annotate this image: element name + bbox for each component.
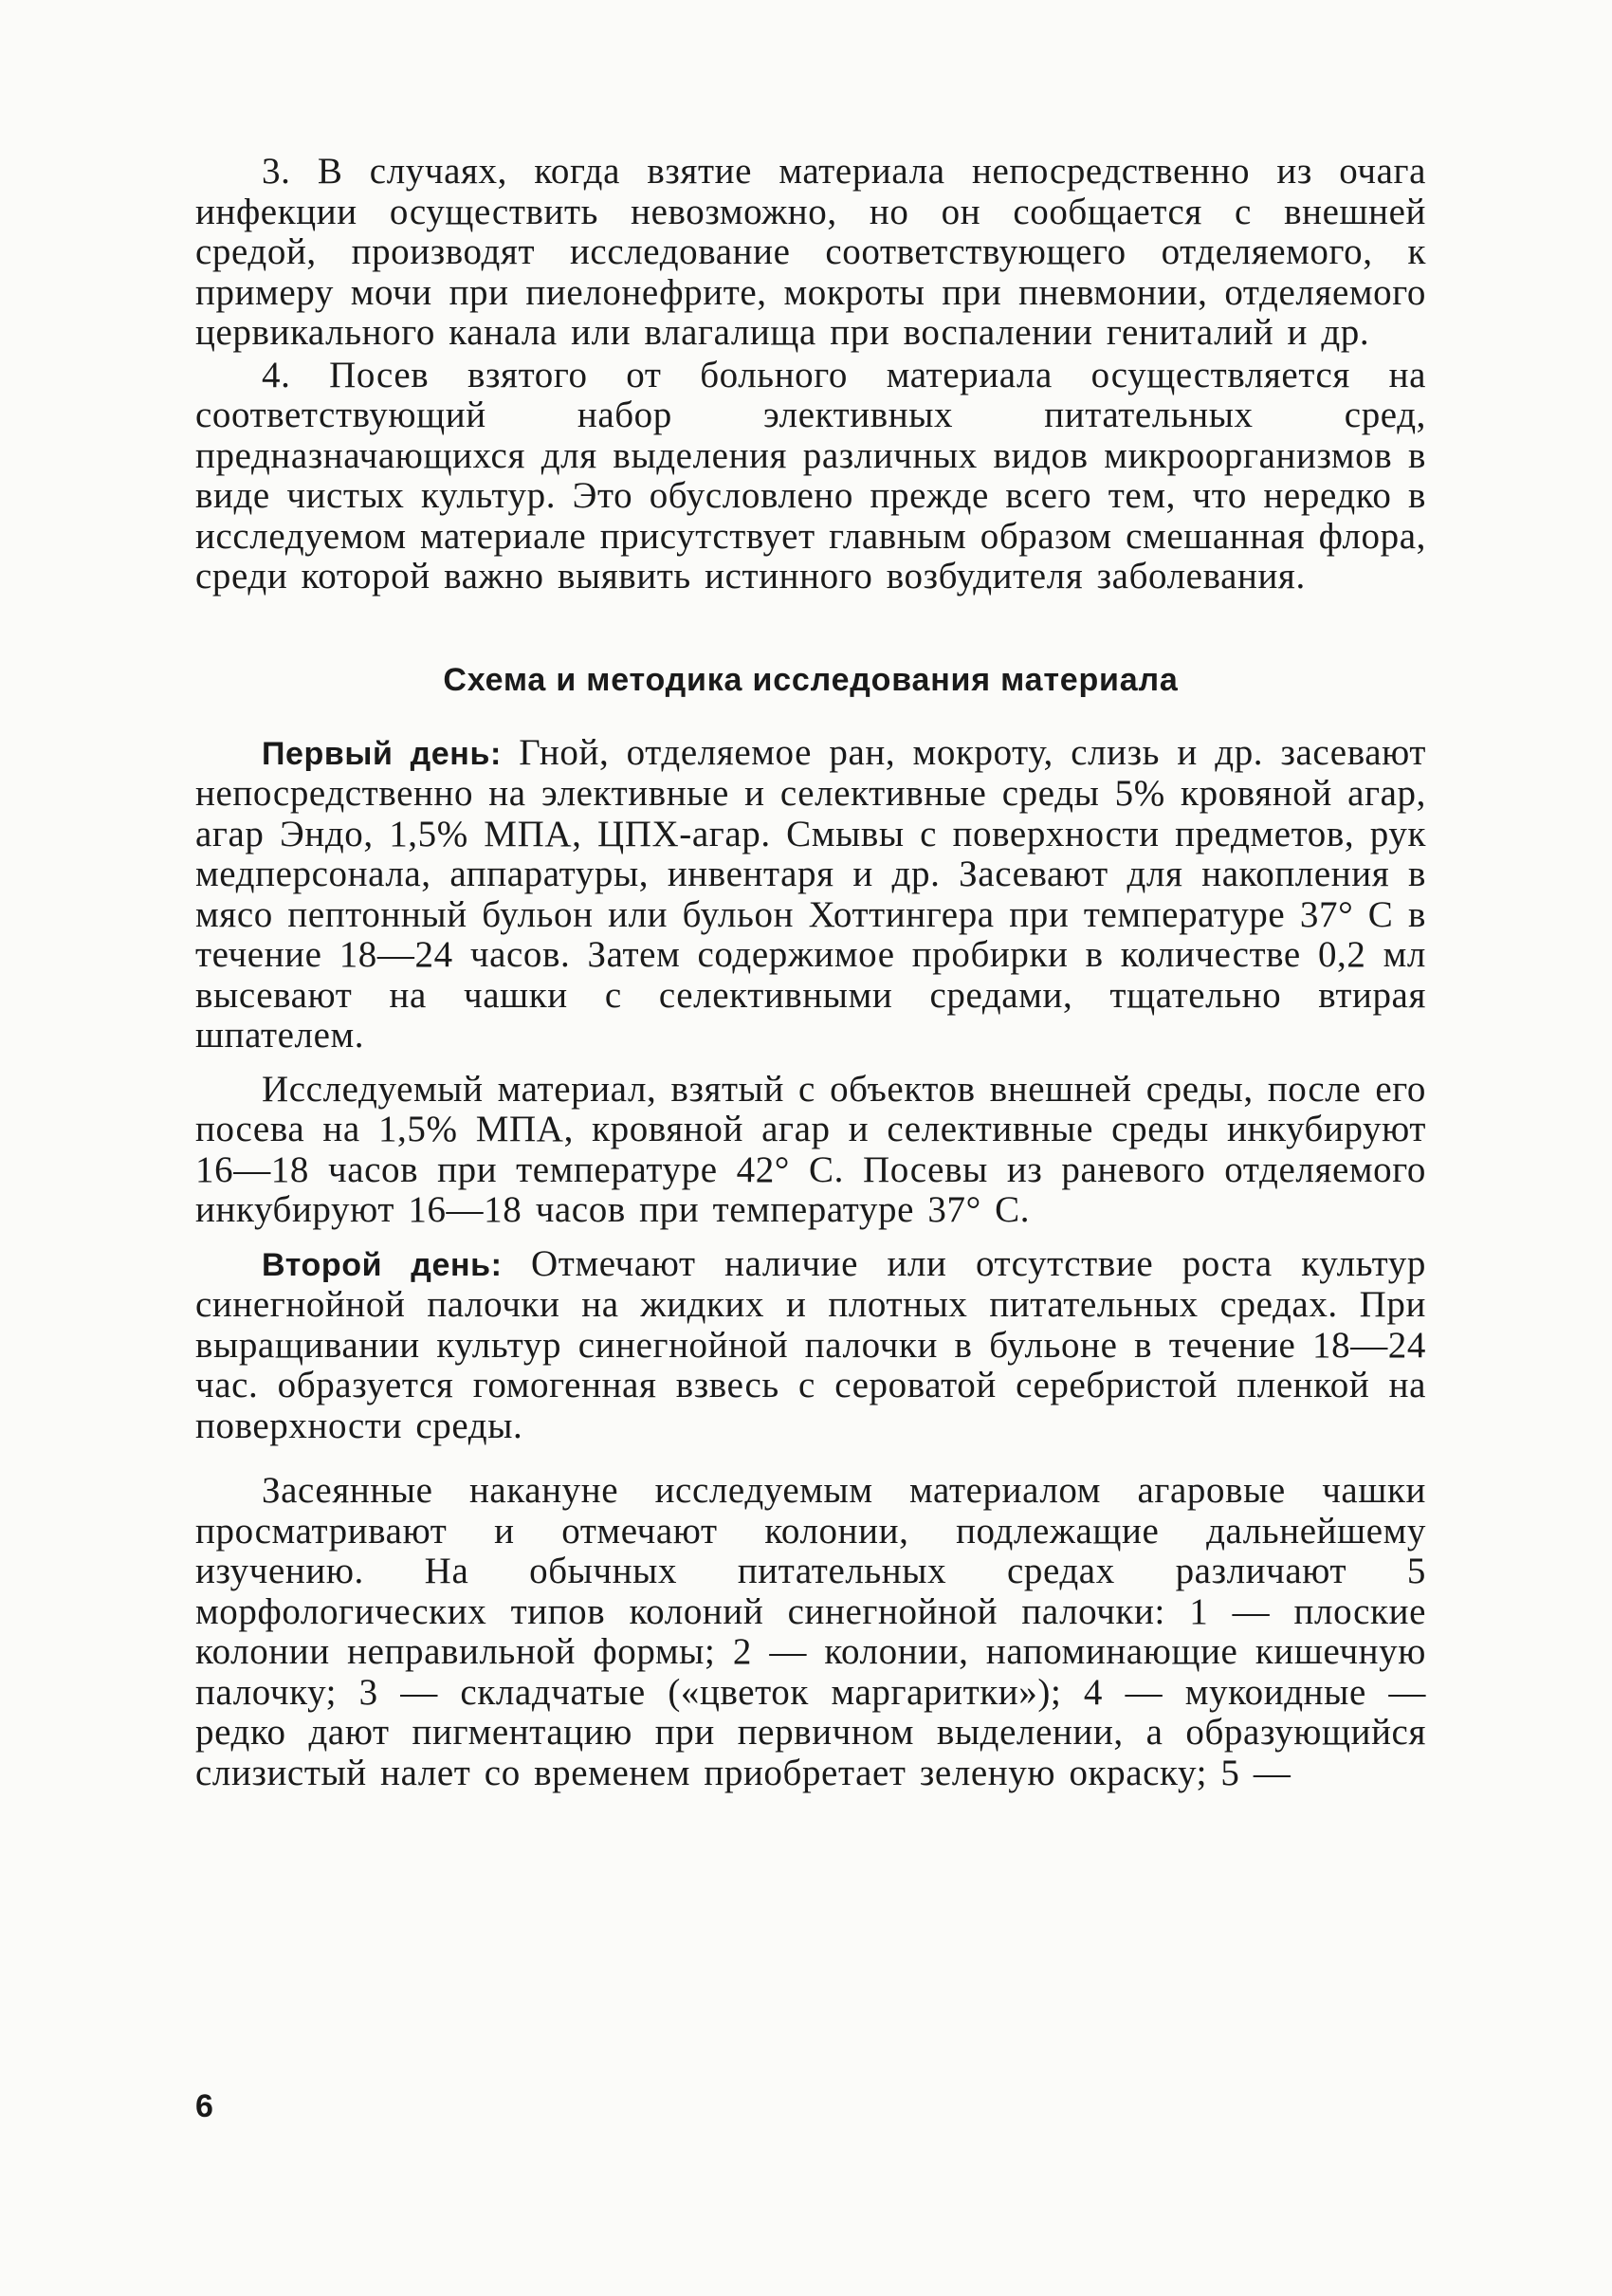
paragraph-4: 4. Посев взятого от больного материала осуществляется на соответствующий набор элективных питательных сред, предназначающихся для выделения различных видов микроорганизмов в виде чистых культур. Это обусловлено прежде всего тем, что нередко в исследуемом материале присутствует главным образом смешанная флора, среди которой важно выявить истинного возбудителя заболевания. <box>195 354 1426 597</box>
page-content <box>195 152 1426 1793</box>
paragraph-3: 3. В случаях, когда взятие материала непосредственно из очага инфекции осуществить невозможно, но он сообщается с внешней средой, производят исследование соответствующего отделяемого, к примеру мочи при пиелонефрите, мокроты при пневмонии, отделяемого цервикального канала или влагалища при воспалении гениталий и др. <box>195 151 1426 353</box>
day2-paragraph <box>195 1244 1426 1447</box>
section-heading: Схема и методика исследования материала <box>443 661 1179 698</box>
day2-paragraph-2: Засеянные накануне исследуемым материалом агаровые чашки просматривают и отмечают колонии, подлежащие дальнейшему изучению. На обычных питательных средах различают 5 морфологических типов колоний синегнойной палочки: 1 — плоские колонии неправильной формы; 2 — колонии, напоминающие кишечную палочку; 3 — складчатые («цветок маргаритки»); 4 — мукоидные — редко дают пигментацию при первичном выделении, а образующийся слизистый налет со временем приобретает зеленую окраску; 5 — <box>195 1470 1426 1793</box>
day1-paragraph <box>195 733 1426 1056</box>
day1-text: Гной, отделяемое ран, мокроту, слизь и др. засевают непосредственно на элективные и селективные среды 5% кровяной агар, агар Эндо, 1,5% МПА, ЦПХ-агар. Смывы с поверхности предметов, рук медперсонала, аппаратуры, инвентаря и др. Засевают для накопления в мясо пептонный бульон или бульон Хоттингера при температуре 37° С в течение 18—24 часов. Затем содержимое пробирки в количестве 0,2 мл высевают на чашки с селективными средами, тщательно втирая шпателем. <box>195 731 1426 1056</box>
page-number: 6 <box>195 2088 213 2124</box>
day2-label: Второй день: <box>262 1246 503 1283</box>
day2-text: Отмечают наличие или отсутствие роста культур синегнойной палочки на жидких и плотных питательных средах. При выращивании культур синегнойной палочки в бульоне в течение 18—24 час. образуется гомогенная взвесь с сероватой серебристой пленкой на поверхности среды. <box>195 1242 1426 1446</box>
day1-label: Первый день: <box>262 735 502 772</box>
day1-paragraph-2: Исследуемый материал, взятый с объектов внешней среды, после его посева на 1,5% МПА, кровяной агар и селективные среды инкубируют 16—18 часов при температуре 42° С. Посевы из раневого отделяемого инкубируют 16—18 часов при температуре 37° С. <box>195 1068 1426 1230</box>
